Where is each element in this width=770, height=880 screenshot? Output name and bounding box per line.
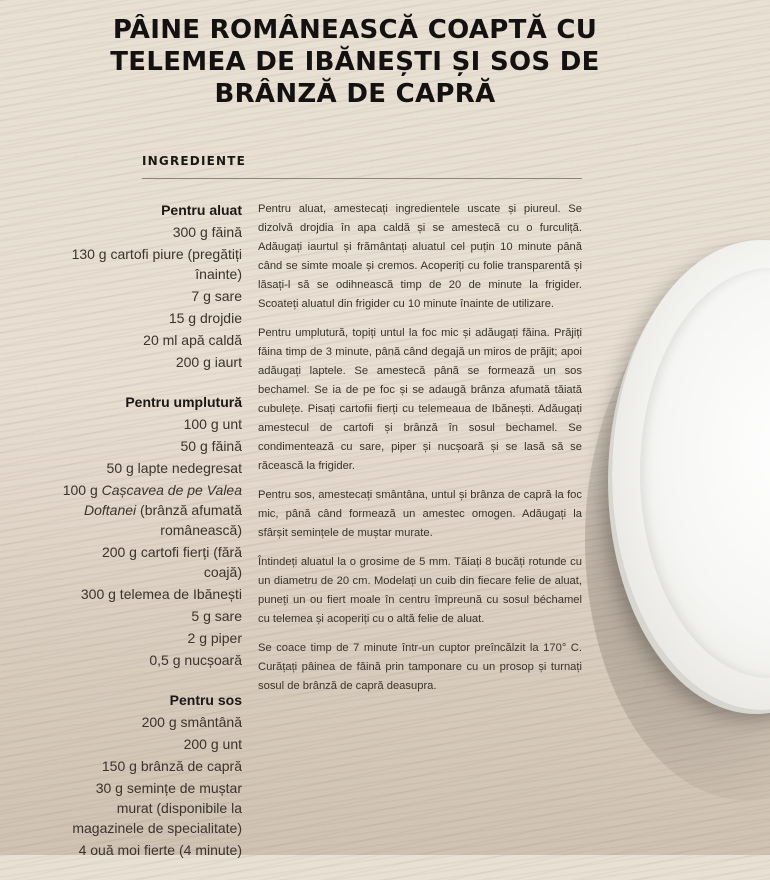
ingredient-item: 30 g semințe de muștar murat (disponibile la magazinele de specialitate) — [72, 780, 242, 836]
sauce-label: Pentru sos — [169, 692, 242, 708]
instruction-paragraph: Întindeți aluatul la o grosime de 5 mm. Tăiați 8 bucăți rotunde cu un diametru de 20 cm. Modelați un cuib din fiecare felie de aluat, puneți un ou fiert moale în centru împreună cu sosul béchamel cu telemea și acoperiți cu o altă felie de aluat. — [258, 556, 582, 625]
ingredient-item: 300 g telemea de Ibănești — [80, 586, 242, 602]
instruction-paragraph: Pentru aluat, amestecați ingredientele uscate și piureul. Se dizolvă drojdia în apa caldă și se amestecă cu o furculiță. Adăugați iaurtul și frământați aluatul cel puțin 10 minute până când se simte moale și cremos. Acoperiți cu folie transparentă și lăsați-l să se odihnească timp de 20 de minute la frigider. Scoateți aluatul din frigider cu 10 minute înainte de utilizare. — [258, 203, 582, 310]
filling-label: Pentru umplutură — [125, 394, 242, 410]
ingredient-item: 200 g cartofi fierți (fără coajă) — [101, 544, 242, 580]
cheese-qty: 100 g — [62, 482, 102, 498]
ingredient-item: 50 g făină — [180, 438, 242, 454]
ingredient-item: 200 g iaurt — [175, 354, 242, 370]
ingredient-item: 20 ml apă caldă — [143, 332, 242, 348]
divider — [142, 178, 582, 179]
sauce-group — [60, 690, 242, 860]
ingredient-item-cheese — [60, 480, 242, 540]
ingredient-item: 15 g drojdie — [168, 310, 242, 326]
ingredient-item: 100 g unt — [183, 416, 242, 432]
instructions — [258, 200, 582, 706]
ingredients-heading: INGREDIENTE — [142, 154, 247, 168]
ingredient-item: 7 g sare — [191, 288, 242, 304]
dough-group — [60, 200, 242, 372]
ingredient-item: 200 g smântână — [141, 714, 242, 730]
instruction-paragraph: Se coace timp de 7 minute într-un cuptor preîncălzit la 170° C. Curățați pâinea de făină prin tamponare cu un prosop și turnați sosul de brânză de capră deasupra. — [258, 642, 582, 692]
recipe-title: PÂINE ROMÂNEASCĂ COAPTĂ CU TELEMEA DE IBĂNEȘTI ȘI SOS DE BRÂNZĂ DE CAPRĂ — [110, 15, 600, 109]
ingredient-item: 200 g unt — [183, 736, 242, 752]
instruction-paragraph: Pentru umplutură, topiți untul la foc mic și adăugați făina. Prăjiți făina timp de 3 minute, până când degajă un miros de prăjit; apoi adăugați laptele. Se amestecă până se formează un sos bechamel. Se ia de pe foc și se adaugă brânza afumată tăiată cubulețe. Pisați cartofii fierți cu telemeaua de Ibănești. Adăugați amestecul de cartofi și brânză în sosul bechamel. Se condimentează cu sare, piper și nucșoară și se lasă să se răcească la frigider. — [258, 327, 582, 472]
ingredient-item: 4 ouă moi fierte (4 minute) — [78, 842, 242, 858]
cheese-note: (brânză afumată românească) — [136, 502, 242, 538]
ingredient-item: 130 g cartofi piure (pregătiți înainte) — [71, 246, 242, 282]
ingredient-item: 50 g lapte nedegresat — [106, 460, 242, 476]
ingredient-item: 2 g piper — [187, 630, 242, 646]
ingredient-item: 5 g sare — [191, 608, 242, 624]
ingredient-item: 150 g brânză de capră — [101, 758, 242, 774]
dough-label: Pentru aluat — [161, 202, 242, 218]
ingredients-list — [60, 200, 242, 880]
instruction-paragraph: Pentru sos, amestecați smântâna, untul și brânza de capră la foc mic, până când formează un amestec omogen. Adăugați la sfârșit semințele de muștar murate. — [258, 489, 582, 539]
ingredient-item: 300 g făină — [172, 224, 242, 240]
ingredient-item: 0,5 g nucșoară — [149, 652, 242, 668]
filling-group — [60, 392, 242, 670]
cheese-brand: Cașcavea de pe Valea Doftanei — [84, 482, 242, 518]
